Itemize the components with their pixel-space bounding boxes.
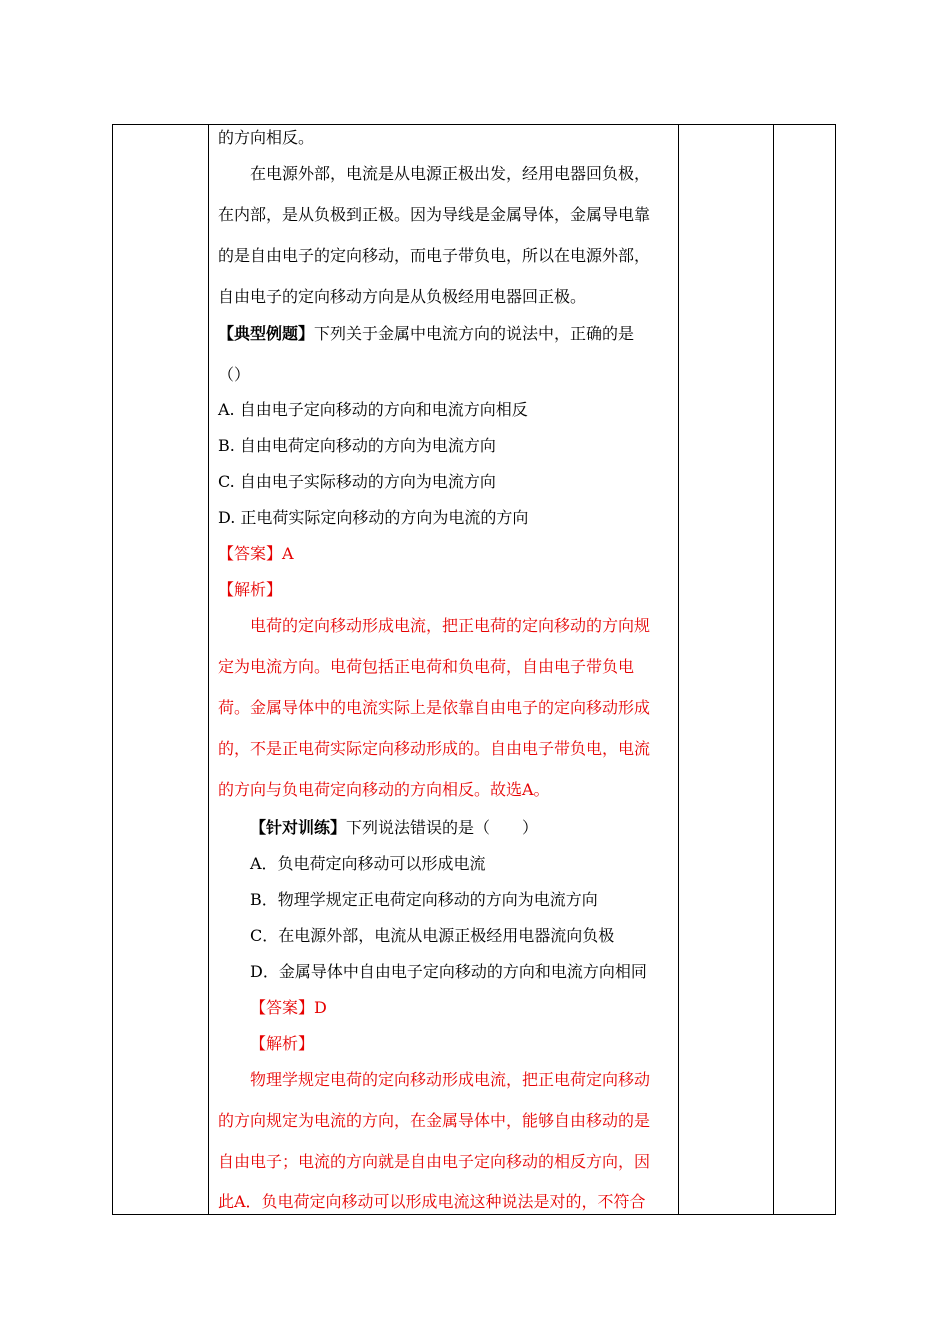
practice-option-b: B．物理学规定正电荷定向移动的方向为电流方向 — [250, 890, 598, 909]
example-option-d: D. 正电荷实际定向移动的方向为电流的方向 — [218, 508, 529, 527]
text-line: 在电源外部，电流是从电源正极出发，经用电器回负极， — [250, 164, 651, 183]
example-analysis-line: 的，不是正电荷实际定向移动形成的。自由电子带负电，电流 — [218, 739, 651, 758]
practice-option-d: D．金属导体中自由电子定向移动的方向和电流方向相同 — [250, 962, 647, 981]
example-answer: 【答案】A — [218, 544, 294, 563]
text-line: 的方向相反。 — [218, 128, 315, 147]
practice-answer: 【答案】D — [250, 998, 327, 1017]
example-option-c: C. 自由电子实际移动的方向为电流方向 — [218, 472, 496, 491]
example-analysis-line: 荷。金属导体中的电流实际上是依靠自由电子的定向移动形成 — [218, 698, 651, 717]
text-line: 自由电子的定向移动方向是从负极经用电器回正极。 — [218, 287, 587, 306]
example-analysis-title: 【解析】 — [218, 580, 283, 599]
practice-analysis-line: 自由电子；电流的方向就是自由电子定向移动的相反方向，因 — [218, 1152, 651, 1171]
text-line: 在内部，是从负极到正极。因为导线是金属导体，金属导电靠 — [218, 205, 651, 224]
practice-option-c: C．在电源外部，电流从电源正极经用电器流向负极 — [250, 926, 615, 945]
practice-analysis-line: 的方向规定为电流的方向，在金属导体中，能够自由移动的是 — [218, 1111, 651, 1130]
practice-analysis-line: 物理学规定电荷的定向移动形成电流，把正电荷定向移动 — [250, 1070, 651, 1089]
example-question — [218, 324, 634, 344]
practice-option-a: A．负电荷定向移动可以形成电流 — [250, 854, 486, 873]
example-option-a: A. 自由电子定向移动的方向和电流方向相反 — [218, 400, 528, 419]
practice-tag: 【针对训练】 — [250, 818, 347, 837]
practice-question — [250, 818, 538, 838]
example-tag: 【典型例题】 — [218, 324, 315, 343]
example-paren: （） — [218, 365, 251, 384]
practice-analysis-line: 此A．负电荷定向移动可以形成电流这种说法是对的，不符合 — [218, 1192, 646, 1211]
column-divider — [678, 125, 679, 1214]
example-option-b: B. 自由电荷定向移动的方向为电流方向 — [218, 436, 496, 455]
example-question-text: 下列关于金属中电流方向的说法中，正确的是 — [314, 324, 635, 343]
example-analysis-line: 定为电流方向。电荷包括正电荷和负电荷，自由电子带负电 — [218, 657, 635, 676]
text-line: 的是自由电子的定向移动，而电子带负电，所以在电源外部， — [218, 246, 651, 265]
example-analysis-line: 的方向与负电荷定向移动的方向相反。故选A。 — [218, 780, 550, 799]
example-analysis-line: 电荷的定向移动形成电流，把正电荷的定向移动的方向规 — [250, 616, 651, 635]
content-cell — [208, 124, 678, 1215]
practice-question-text: 下列说法错误的是（ ） — [346, 818, 539, 837]
practice-analysis-title: 【解析】 — [250, 1034, 315, 1053]
column-divider — [773, 125, 774, 1214]
